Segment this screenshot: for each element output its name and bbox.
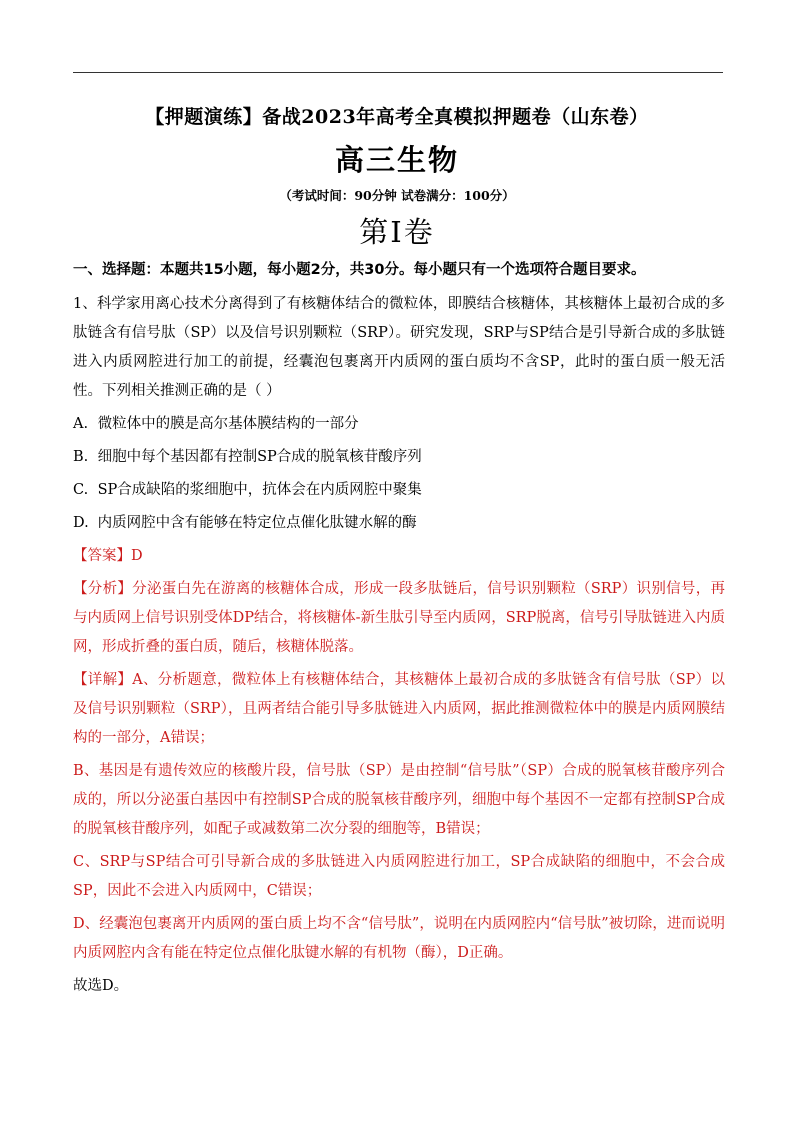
exam-info: （考试时间：90分钟 试卷满分：100分） bbox=[279, 188, 515, 203]
option-letter: C. bbox=[73, 482, 89, 498]
option-text: 微粒体中的膜是高尔基体膜结构的一部分 bbox=[97, 416, 359, 432]
option-text: 内质网腔中含有能够在特定位点催化肽键水解的酶 bbox=[97, 515, 417, 531]
analysis-paragraph: 【分析】分泌蛋白先在游离的核糖体合成，形成一段多肽链后，信号识别颗粒（SRP）识别信号，再与内质网上信号识别受体DP结合，将核糖体-新生肽引导至内质网，SRP脱离，信号引导肽链进入内质网，形成折叠的蛋白质，随后，核糖体脱落。 bbox=[73, 581, 725, 655]
option-letter: D. bbox=[73, 515, 89, 531]
page-title: 【押题演练】备战2023年高考全真模拟押题卷（山东卷） bbox=[145, 106, 649, 128]
option-c bbox=[73, 476, 725, 505]
option-letter: A. bbox=[73, 416, 89, 432]
detail-d-paragraph: D、经囊泡包裹离开内质网的蛋白质上均不含“信号肽”，说明在内质网腔内“信号肽”被切除，进而说明内质网腔内含有能在特定位点催化肽键水解的有机物（酶），D正确。 bbox=[73, 916, 725, 961]
detail-b-paragraph: B、基因是有遗传效应的核酸片段，信号肽（SP）是由控制“信号肽”（SP）合成的脱氧核苷酸序列合成的，所以分泌蛋白基因中有控制SP合成的脱氧核苷酸序列，细胞中每个基因不一定都有控制SP合成的脱氧核苷酸序列，如配子或减数第二次分裂的细胞等，B错误； bbox=[73, 763, 725, 837]
option-letter: B. bbox=[73, 449, 89, 465]
option-text: SP合成缺陷的浆细胞中，抗体会在内质网腔中聚集 bbox=[97, 482, 422, 498]
question-content bbox=[73, 290, 725, 1005]
subject-title: 高三生物 bbox=[334, 143, 459, 177]
option-b bbox=[73, 443, 725, 472]
volume-title: 第I卷 bbox=[359, 215, 435, 249]
option-d bbox=[73, 509, 725, 538]
conclusion-line: 故选D。 bbox=[73, 978, 129, 994]
option-a bbox=[73, 410, 725, 439]
detail-a-paragraph: 【详解】A、分析题意，微粒体上有核糖体结合，其核糖体上最初合成的多肽链含有信号肽（SP）以及信号识别颗粒（SRP），且两者结合能引导多肽链进入内质网，据此推测微粒体中的膜是内质网膜结构的一部分，A错误； bbox=[73, 672, 725, 746]
section-heading: 一、选择题：本题共15小题，每小题2分，共30分。每小题只有一个选项符合题目要求。 bbox=[73, 262, 646, 278]
header-rule bbox=[73, 72, 723, 73]
question-stem: 1、科学家用离心技术分离得到了有核糖体结合的微粒体，即膜结合核糖体，其核糖体上最初合成的多肽链含有信号肽（SP）以及信号识别颗粒（SRP）。研究发现，SRP与SP结合是引导新合成的多肽链进入内质网腔进行加工的前提，经囊泡包裹离开内质网的蛋白质均不含SP，此时的蛋白质一般无活性。下列相关推测正确的是（ ） bbox=[73, 296, 725, 399]
detail-c-paragraph: C、SRP与SP结合可引导新合成的多肽链进入内质网腔进行加工，SP合成缺陷的细胞中，不会合成SP，因此不会进入内质网中，C错误； bbox=[73, 854, 725, 899]
option-text: 细胞中每个基因都有控制SP合成的脱氧核苷酸序列 bbox=[97, 449, 422, 465]
answer-line: 【答案】D bbox=[73, 548, 143, 564]
